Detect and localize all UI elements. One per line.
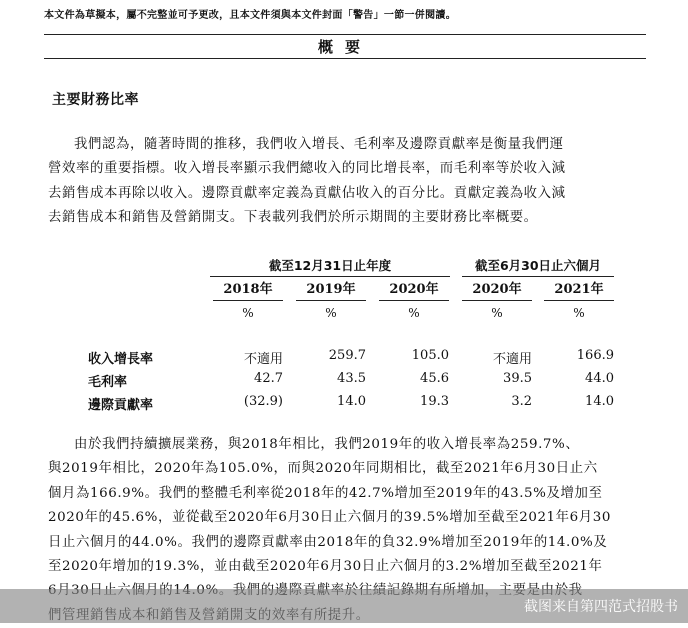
table-cell: 14.0 (585, 394, 614, 409)
paragraph-line: 個月為166.9%。我們的整體毛利率從2018年的42.7%增加至2019年的43.5%及增加至 (48, 485, 603, 501)
paragraph-line: 2020年的45.6%，並從截至2020年6月30日止六個月的39.5%增加至截至2021年6月30 (48, 510, 612, 526)
table-year-header: 2018年 (213, 280, 283, 301)
paragraph-line: 與2019年相比，2020年為105.0%，而與2020年同期相比，截至2021年6月30日止六 (48, 461, 598, 477)
paragraph-line: 我們認為，隨著時間的推移，我們收入增長、毛利率及邊際貢獻率是衡量我們運 (74, 137, 564, 152)
table-unit: % (408, 306, 420, 320)
table-cell: 166.9 (576, 348, 614, 363)
table-cell: 43.5 (337, 371, 366, 386)
table-year-header: 2020年 (462, 280, 532, 301)
table-cell: 45.6 (420, 371, 449, 386)
intro-paragraph (48, 133, 648, 231)
table-cell: 105.0 (411, 348, 449, 363)
paragraph-line: 去銷售成本再除以收入。邊際貢獻率定義為貢獻佔收入的百分比。貢獻定義為收入減 (48, 185, 566, 201)
table-year-header: 2020年 (379, 280, 449, 301)
paragraph-line: 至2020年增加的19.3%，並由截至2020年6月30日止六個月的3.2%增加至截至2021年 (48, 559, 603, 575)
table-cell: 不適用 (492, 352, 532, 367)
table-cell: 42.7 (254, 371, 283, 386)
section-title: 主要財務比率 (52, 92, 139, 108)
paragraph-line: 去銷售成本和銷售及營銷開支。下表載列我們於所示期間的主要財務比率概要。 (48, 210, 538, 226)
page-title: 概要 (317, 38, 372, 56)
paragraph-line: 由於我們持續擴展業務，與2018年相比，我們2019年的收入增長率為259.7%、 (74, 437, 580, 452)
table-group-header-six-months: 截至6月30日止六個月 (462, 256, 614, 277)
table-cell: 44.0 (585, 371, 614, 386)
table-row-label: 毛利率 (88, 375, 128, 390)
header-rule-bottom (44, 58, 646, 59)
paragraph-line: 日止六個月的44.0%。我們的邊際貢獻率由2018年的負32.9%增加至2019年的14.0%及 (48, 534, 608, 550)
table-group-header-annual: 截至12月31日止年度 (210, 256, 450, 277)
table-unit: % (242, 306, 254, 320)
table-cell: (32.9) (243, 394, 283, 409)
table-cell: 14.0 (337, 394, 366, 409)
table-cell: 不適用 (243, 352, 283, 367)
draft-notice: 本文件為草擬本，屬不完整並可予更改，且本文件須與本文件封面「警告」一節一併閱讀。 (44, 10, 456, 21)
table-unit: % (325, 306, 337, 320)
table-cell: 259.7 (328, 348, 366, 363)
header-rule-top (44, 34, 646, 35)
watermark-text: 截图来自第四范式招股书 (524, 599, 678, 615)
table-row-label: 邊際貢獻率 (88, 398, 154, 413)
table-unit: % (573, 306, 585, 320)
paragraph-line: 營效率的重要指標。收入增長率顯示我們總收入的同比增長率，而毛利率等於收入減 (48, 161, 566, 177)
table-cell: 19.3 (420, 394, 449, 409)
source-watermark (0, 589, 688, 623)
table-unit: % (491, 306, 503, 320)
table-year-header: 2019年 (296, 280, 366, 301)
table-row-label: 收入增長率 (88, 352, 154, 367)
table-cell: 39.5 (503, 371, 532, 386)
table-cell: 3.2 (511, 394, 532, 409)
table-year-header: 2021年 (544, 280, 614, 301)
